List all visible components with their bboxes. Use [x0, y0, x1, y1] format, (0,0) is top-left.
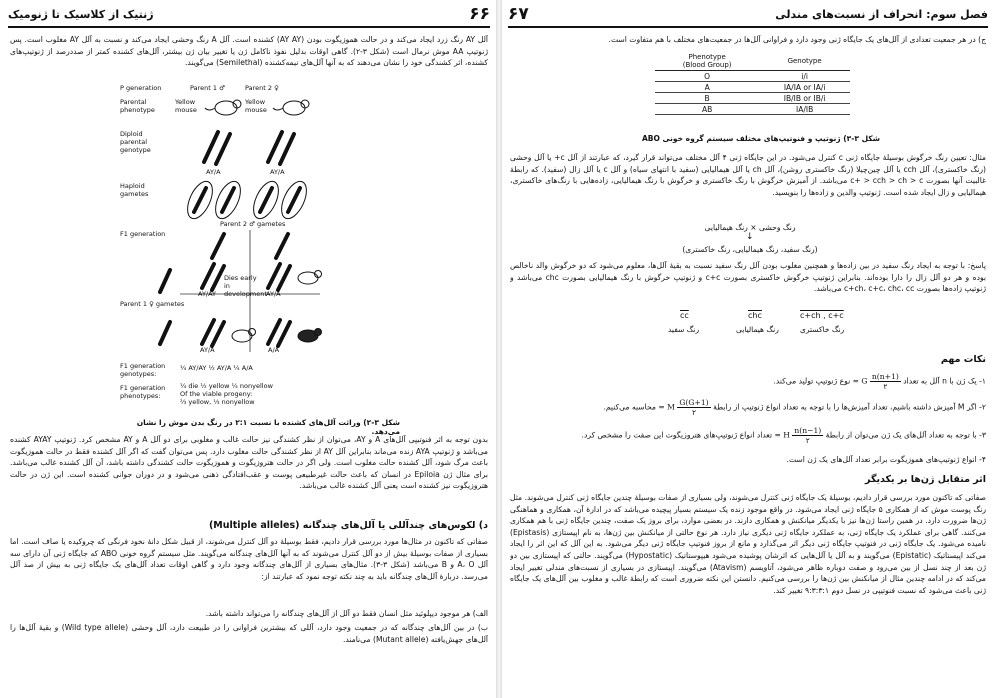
table-cell-phenotype: B	[655, 93, 759, 104]
note-2-end: محاسبه می‌کنیم.	[603, 402, 656, 412]
table-cell-phenotype: O	[655, 71, 759, 82]
cross-offspring: (رنگ سفید، رنگ هیمالیایی، رنگ خاکستری)	[682, 245, 818, 254]
lethal-dominance-paragraph: بدون توجه به اثر فنوتیپی آلل‌های A و AY، می‌توان از نظر کشندگی نیز حالت غالب و مغلوبی برای دو آلل A و AY مشخص کرد. ژنوتیپ AYAY کشنده می‌باشد و ژنوتیپ AYA زنده می‌ماند بنابراین آلل AY از نظر کشندگی حالت مغلوب دارد. پس می‌توان گفت که اگر آلل کشنده فقط در حالت هموزیگوت باعث مرگ شود، آلل کشنده حالت مغلوب است. ولی اگر در حالت هتروزیگوت و هموزیگوت حالت کشندگی داشته باشد، آن آلل کشنده غالب می‌باشد. برای مثال ژن Epiloia در انسان که باعث حالت غیرطبیعی پوست و عقب‌افتادگی ذهنی می‌شود و در دوران جوانی کشنده است. این ژن در حالت هتروزیگوت نیز کشنده است یعنی آلل کشنده غالب می‌باشد.	[10, 435, 488, 491]
cross-parents: رنگ وحشی × رنگ هیمالیایی	[704, 223, 796, 232]
note-1	[510, 372, 986, 392]
offspring-group-gray-label: رنگ خاکستری	[800, 325, 845, 334]
f1-phenotypes-label: F1 generation phenotypes:	[120, 384, 166, 400]
parent2-label: Parent 2 ♀	[245, 84, 279, 92]
cell-aa: A/A	[268, 346, 280, 354]
offspring-group-himalayan-label: رنگ هیمالیایی	[736, 325, 779, 334]
note-1-end: نوع ژنوتیپ تولید می‌کند.	[773, 376, 851, 386]
yellow-mouse-1-label: Yellow mouse	[175, 98, 197, 114]
note-1-lhs: G =	[852, 376, 868, 386]
col-phenotype-sub: (Blood Group)	[682, 61, 732, 69]
right-page	[500, 0, 996, 698]
note-1-numerator: n(n+1)	[871, 372, 899, 381]
important-notes-title: نکات مهم	[940, 354, 986, 365]
offspring-yellow-mouse-icon	[298, 271, 322, 285]
note-2-formula	[677, 398, 710, 417]
note-3-formula	[792, 426, 823, 445]
left-intro-paragraph: آلل AY رنگ زرد ایجاد می‌کند و در حالت هموزیگوت بودن (AY AY) کشنده است. آلل A رنگ وحشی ایجاد می‌کند و نسبت به آلل AY مغلوب است. پس ژنوتیپ AA موش نرمال است (شکل ۳-۲). گاهی اوقات بدلیل نفوذ ناکامل ژن یا تغییر بیان ژن بیشتر، آلل‌های کشنده کمتر از صددرصد از ژنوتیپ‌های کشنده، اثر کشندگی خود را نشان می‌دهند که به آنها آلل‌های نیمه‌کشنده (Semilethal) می‌گویند.	[10, 35, 488, 68]
note-2-numerator: G(G+1)	[679, 398, 709, 407]
table-row	[655, 104, 850, 115]
f1-phenotypes-3: ⅔ yellow, ⅓ nonyellow	[180, 398, 255, 406]
table-cell-phenotype: A	[655, 82, 759, 93]
f1-phenotypes-1: ¼ die ½ yellow ¼ nonyellow	[180, 382, 273, 390]
f1-genotypes-label: F1 generation genotypes:	[120, 362, 166, 378]
note-2-denominator: ۲	[691, 408, 697, 417]
note-1-denominator: ۲	[883, 382, 888, 391]
parent2-genotype: AY/A	[270, 168, 285, 176]
left-header-title: ژنتیک از کلاسیک تا ژنومیک	[8, 8, 154, 21]
right-page-header	[508, 4, 988, 28]
table-row	[655, 93, 850, 104]
yellow-mouse-2-label: Yellow mouse	[245, 98, 267, 114]
table-cell-phenotype: AB	[655, 104, 759, 115]
parent1-gametes-label: Parent 1 ♀ gametes	[120, 300, 185, 308]
f1-phenotypes-2: Of the viable progeny:	[180, 390, 253, 398]
gene-interaction-title: اثر متقابل ژن‌ها بر یکدیگر	[865, 474, 986, 485]
table-row	[655, 71, 850, 82]
parent2-gametes-label: Parent 2 ♂ gametes	[220, 220, 286, 228]
table-cell-genotype: IA/IA or IA/i	[759, 82, 850, 93]
parent1-gametes	[182, 178, 245, 223]
multiple-alleles-section-title: د) لکوس‌های چندآللی یا آلل‌های چندگانه (Multiple alleles)	[208, 520, 488, 531]
lethal-allele-cross-diagram	[120, 82, 380, 412]
table-cell-genotype: i/i	[759, 71, 850, 82]
parent1-mouse-icon	[205, 100, 241, 115]
f1-generation-label: F1 generation	[120, 230, 166, 238]
dies-early-label: Dies early in development	[224, 274, 267, 298]
parent2-chromosomes	[268, 132, 294, 164]
cell-aya-2: AY/A	[200, 346, 215, 354]
cross-arrow-icon: ↓	[746, 232, 754, 242]
note-3-numerator: n(n−1)	[794, 426, 822, 435]
note-2-lhs: M =	[658, 402, 675, 412]
parental-phenotype-label: Parental phenotype	[120, 98, 155, 114]
right-page-number: ۶۷	[508, 4, 529, 24]
table-row	[655, 82, 850, 93]
note-1-text: ۱- یک ژن با n آلل به تعداد	[903, 376, 986, 386]
left-page-number: ۶۶	[469, 4, 490, 24]
table-header-phenotype	[655, 52, 759, 71]
note-2	[510, 398, 986, 420]
note-2-text: ۲- اگر M آمیزش داشته باشیم، تعداد آمیزش‌ها را با توجه به تعداد انواع ژنوتیپ از رابطهٔ	[713, 402, 986, 412]
offspring-nonyellow-mouse-icon	[298, 329, 322, 343]
abo-blood-group-table	[655, 52, 850, 115]
note-3-end: تعداد انواع ژنوتیپ‌های هتروزیگوت این صفت را مشخص کرد.	[581, 430, 773, 440]
note-3-text: ۳- با توجه به تعداد آلل‌های یک ژن می‌توان از رابطهٔ	[825, 430, 986, 440]
point-b: ب) در بین آلل‌های چندگانه که در جمعیت وجود دارد، آللی که بیشترین فراوانی را در طبیعت دارد، آلل وحشی (Wild type allele) و بقیهٔ آلل‌ها را آلل‌های جهش‌یافته (Mutant allele) می‌نامند.	[10, 623, 488, 644]
rabbit-answer: پاسخ: با توجه به ایجاد رنگ سفید در بین زاده‌ها و همچنین مغلوب بودن آلل رنگ سفید نسبت به بقیهٔ آلل‌ها، معلوم می‌شود که دو خرگوش والد ناخالص بوده و هر دو آلل زال را دارا بوده‌اند. بنابراین ژنوتیپ خرگوش خاکستری بصورت c+c و ژنوتیپ خرگوش با رنگ هیمالیایی بصورت chc می‌باشد و ژنوتیپ زاده‌ها بصورت c+ch، c+c، chc، cc می‌باشد.	[510, 261, 986, 294]
right-header-title: فصل سوم: انحراف از نسبت‌های مندلی	[775, 8, 988, 21]
note-4: ۴- انواع ژنوتیپ‌های هموزیگوت برابر تعداد آلل‌های یک ژن است.	[786, 455, 986, 464]
col-phenotype: Phenotype	[688, 53, 726, 61]
note-3-denominator: ۲	[805, 436, 810, 445]
table-cell-genotype: IA/IB	[759, 104, 850, 115]
parent2-mouse-icon	[273, 100, 309, 115]
cell-aya-1: AY/A	[266, 290, 281, 298]
p-generation-label: P generation	[120, 84, 162, 92]
offspring-genotypes	[650, 312, 870, 346]
point-a: الف) هر موجود دیپلوئید مثل انسان فقط دو آلل از آلل‌های چندگانه را می‌تواند داشته باشد.	[205, 609, 488, 618]
parent1-label: Parent 1 ♂	[190, 84, 225, 92]
parent1-chromosomes	[204, 132, 230, 164]
parent2-gametes	[248, 178, 311, 223]
diploid-genotype-label: Diploid parental genotype	[120, 130, 151, 154]
rabbit-example: مثال: تعیین رنگ خرگوش بوسیلهٔ جایگاه ژنی c کنترل می‌شود. در این جایگاه ژنی ۴ آلل مختلف می‌تواند قرار گیرد، که عبارتند از آلل c+ یا آلل وحشی (رنگ خاکستری)، آلل cch یا آلل چین‌چیلا (رنگ خاکستری روشن)، آلل ch یا آلل هیمالیایی (سفید با انتهای سیاه) و آلل c یا آلل زال (سفید). که رابطهٔ غالبیت آنها بصورت c+ > cch > ch > c می‌باشد. از آمیزش خرگوش با رنگ خاکستری و خرگوش با رنگ هیمالیایی، زاده‌هایی با رنگ‌های خاکستری، هیمالیایی و زال ایجاد شده است. ژنوتیپ والدین و زاده‌ها را بنویسید.	[510, 153, 986, 197]
offspring-group-gray: c+ch , c+c	[800, 311, 844, 320]
parent1-genotype: AY/A	[206, 168, 221, 176]
offspring-yellow-mouse-2-icon	[232, 329, 256, 343]
table-cell-genotype: IB/IB or IB/i	[759, 93, 850, 104]
table-header-genotype: Genotype	[759, 52, 850, 71]
offspring-group-white-label: رنگ سفید	[668, 325, 700, 334]
offspring-group-white: $\overline{cc}$	[680, 311, 689, 320]
abo-table-caption: شکل ۳-۳) ژنوتیپ و فنوتیپ‌های مختلف سیستم گروه خونی ABO	[642, 134, 880, 143]
note-1-formula	[870, 372, 901, 391]
note-3	[510, 426, 986, 448]
f1-genotypes: ¼ AY/AY ½ AY/A ¼ A/A	[180, 364, 253, 372]
gene-interaction-body: صفاتی که تاکنون مورد بررسی قرار دادیم، بوسیلهٔ یک جایگاه ژنی کنترل می‌شوند، ولی بسیاری از صفات بوسیلهٔ چندین جایگاه ژنی کنترل می‌شوند. مثل رنگ پوست موش که از همکاری ۵ جایگاه ژنی ایجاد می‌شود. در واقع موجود زنده یک سیستم بسیار پیچیده می‌باشد که در ادارهٔ آن، همکاری و هماهنگی ژن‌ها ضرورت دارد. در همین راستا ژن‌ها نیز با یکدیگر میانکنش و همکاری دارند. در بعضی موارد، برای بروز یک صفت، چندین جایگاه ژنی با هم همکاری می‌کنند. گاهی برای عملکرد یک جایگاه ژنی، به عملکرد جایگاه ژنی دیگری نیاز دارد. هر نوع حالتی از میانکنش بین ژن‌ها، به نام اپیستازی (Epistasis) نامیده می‌شود. یک جایگاه ژنی در فنوتیپ جایگاه ژنی دیگر اثر می‌گذارد و مانع از بروز فنوتیپ جایگاه ژنی دیگر می‌شود. به این آلل که این اثر را ایجاد می‌کند اپیستاتیک (Epistatic) می‌گویند و به آلل یا آلل‌هایی که اثرشان پوشیده می‌شود هیپوستاتیک (Hypostatic) می‌گویند. حالتی که اپیستازی بین دو ژن بعد از چند نسل از بین می‌رود و صفت دوباره ظاهر می‌شود، آتاویسم (Atavism) می‌گویند. اپیستازی در بسیاری از نسبت‌های مندلی تغییر ایجاد می‌کند که در ادامه چندین مثال از میانکنش بین ژن‌ها را بررسی می‌کنیم. دانستن این نکته ضروری است که رابطهٔ غالب و مغلوب بین آلل‌های یک جایگاه ژنی باعث می‌شود که نسبت فنوتیپی در نسل دوم ۹:۳:۳:۱ تغییر کند.	[510, 493, 986, 595]
offspring-group-himalayan: $\overline{chc}$	[748, 311, 762, 320]
point-c: ج) در هر جمعیت تعدادی از آلل‌های یک جایگاه ژنی وجود دارد و فراوانی آلل‌ها در جمعیت‌های مختلف با هم متفاوت است.	[608, 35, 986, 44]
left-figure-caption: شکل ۳-۲) وراثت آلل‌های کشنده با نسبت ۲:۱ در رنگ بدن موش را نشان می‌دهد.	[136, 418, 400, 436]
cell-ayay: AY/AY	[198, 290, 217, 298]
multiple-alleles-body: صفاتی که تاکنون در مثال‌ها مورد بررسی قرار دادیم، فقط بوسیلهٔ دو آلل کنترل می‌شوند، از قبیل شکل دانهٔ نخود فرنگی که چروکیده یا صاف است. اما بسیاری از صفات بوسیلهٔ بیش از دو آلل کنترل می‌شوند که به آنها آلل‌های چندگانه می‌گویند. مثل سیستم گروه خونی ABO که جایگاه ژنی آن دارای سه آلل A، O و B می‌باشد (شکل ۳-۳). مثال‌های بسیاری از آلل‌های چندگانه وجود دارد و گاهی اوقات تعداد آلل‌های یک جایگاه ژنی به بیش از صد آلل می‌رسد. دربارهٔ آلل‌های چندگانه باید به چند نکته توجه نمود که عبارتند از:	[10, 537, 488, 581]
haploid-gametes-label: Haploid gametes	[120, 182, 149, 198]
left-page-header	[8, 4, 490, 28]
note-3-lhs: H =	[774, 430, 790, 440]
